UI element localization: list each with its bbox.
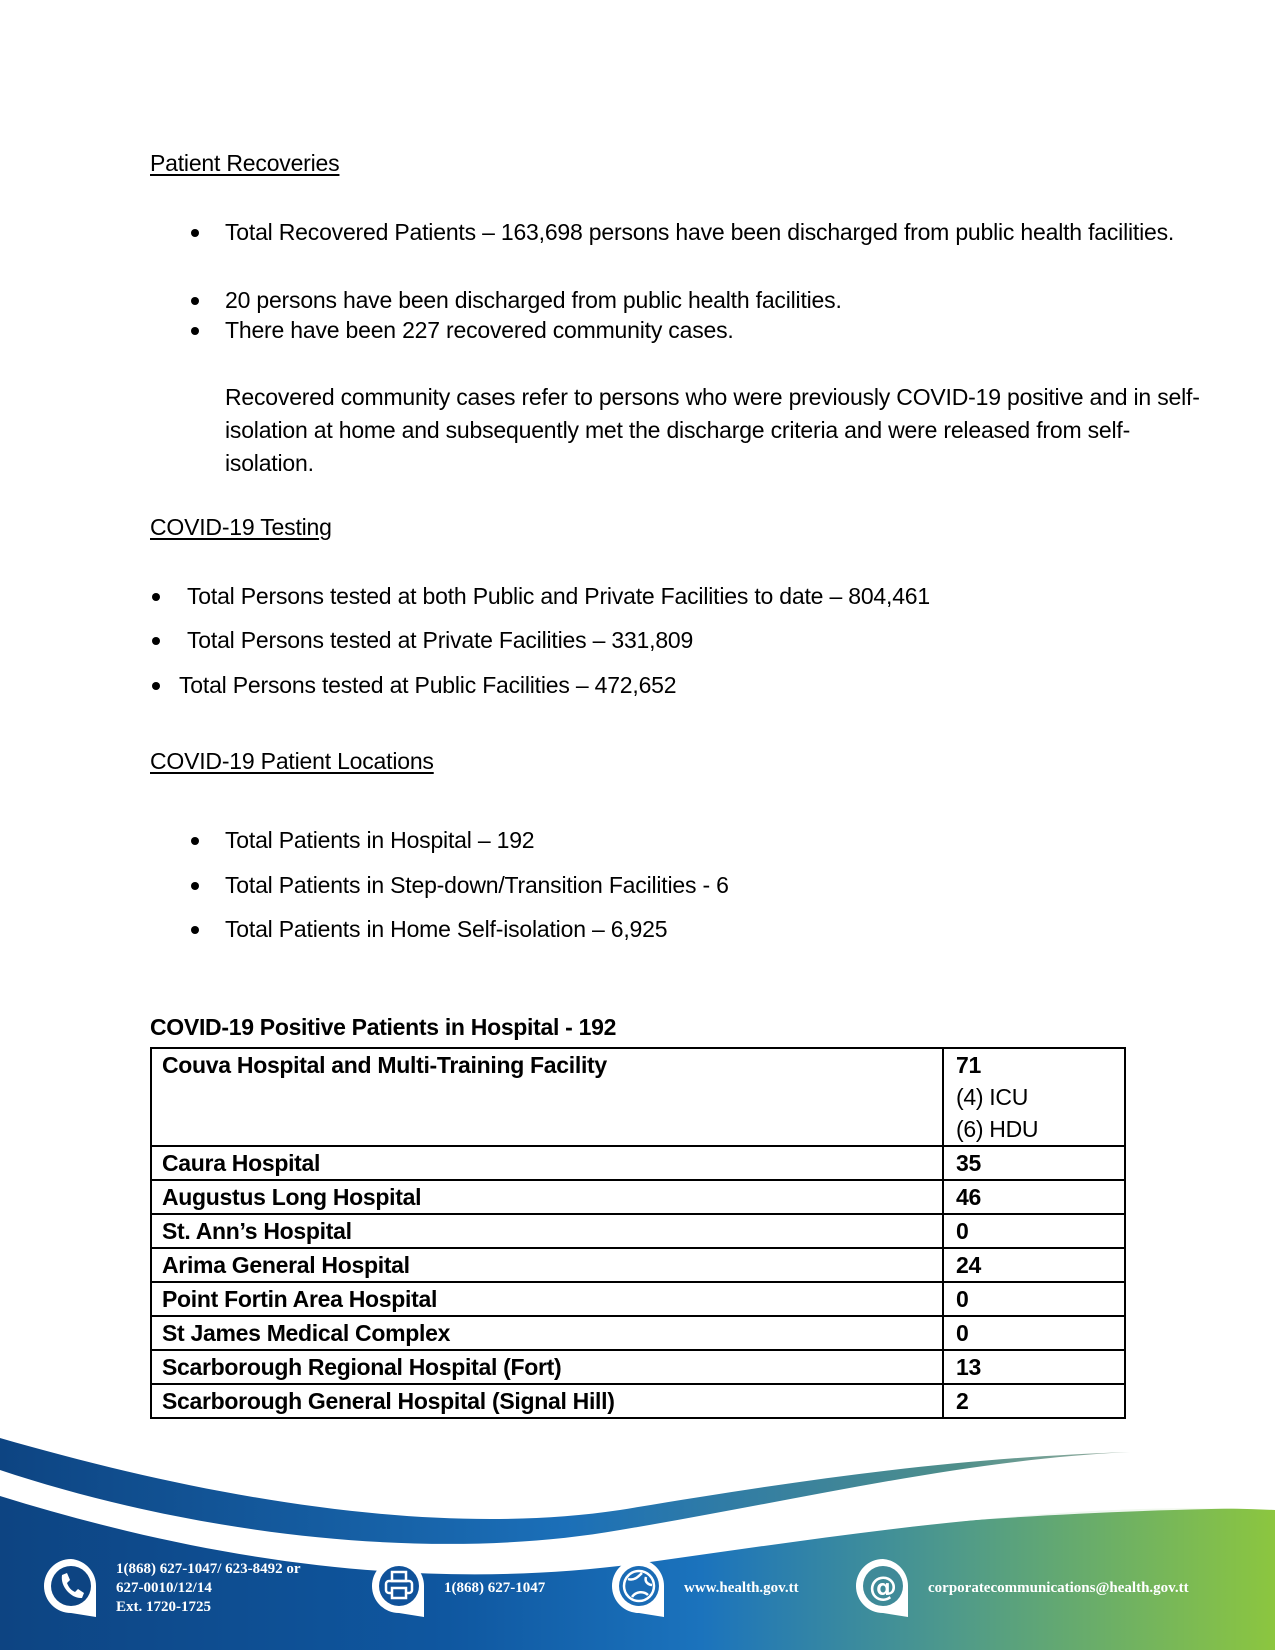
hospital-name: Point Fortin Area Hospital bbox=[151, 1282, 943, 1316]
bullet-item: 20 persons have been discharged from public health facilities. bbox=[225, 284, 1205, 317]
bullet-item: Total Patients in Home Self-isolation – 6,925 bbox=[225, 913, 667, 946]
footer-website[interactable]: www.health.gov.tt bbox=[608, 1555, 799, 1621]
footer-email[interactable]: @ corporatecommunications@health.gov.tt bbox=[852, 1555, 1189, 1621]
hospital-name: Arima General Hospital bbox=[151, 1248, 943, 1282]
svg-text:@: @ bbox=[869, 1570, 897, 1603]
hospital-name: Augustus Long Hospital bbox=[151, 1180, 943, 1214]
hospital-name: Scarborough General Hospital (Signal Hill) bbox=[151, 1384, 943, 1418]
bullet-item: Total Persons tested at both Public and Private Facilities to date – 804,461 bbox=[187, 580, 930, 613]
patient-count: 46 bbox=[943, 1180, 1125, 1214]
bullet-icon bbox=[191, 229, 199, 237]
hospital-name: St James Medical Complex bbox=[151, 1316, 943, 1350]
recovered-community-note: Recovered community cases refer to persons who were previously COVID-19 positive and in self-isolation at home and subsequently met the discharge criteria and were released from self-isolation. bbox=[225, 384, 1200, 476]
patient-count: 0 bbox=[943, 1214, 1125, 1248]
patient-count: 13 bbox=[943, 1350, 1125, 1384]
at-sign-icon bbox=[852, 1555, 914, 1621]
table-row bbox=[151, 1146, 1125, 1180]
hospital-table-title: COVID-19 Positive Patients in Hospital - 192 bbox=[150, 1014, 617, 1040]
globe-icon bbox=[608, 1555, 670, 1621]
patient-count: 0 bbox=[943, 1316, 1125, 1350]
bullet-icon bbox=[191, 926, 199, 934]
footer-fax: 1(868) 627-1047 bbox=[368, 1555, 545, 1621]
bullet-item: Total Persons tested at Private Facilities – 331,809 bbox=[187, 624, 693, 657]
bullet-icon bbox=[152, 593, 160, 601]
table-row bbox=[151, 1282, 1125, 1316]
section-heading-locations: COVID-19 Patient Locations bbox=[150, 748, 434, 774]
bullet-icon bbox=[191, 882, 199, 890]
bullet-icon bbox=[191, 297, 199, 305]
hospital-name: St. Ann’s Hospital bbox=[151, 1214, 943, 1248]
footer-phone: 1(868) 627-1047/ 623-8492 or 627-0010/12/14 Ext. 1720-1725 bbox=[40, 1555, 301, 1621]
bullet-item: Total Persons tested at Public Facilities – 472,652 bbox=[179, 669, 676, 702]
section-heading-testing: COVID-19 Testing bbox=[150, 514, 332, 540]
section-heading-recoveries: Patient Recoveries bbox=[150, 150, 340, 176]
table-row bbox=[151, 1048, 1125, 1146]
bullet-item: Total Recovered Patients – 163,698 persons have been discharged from public health facilities. bbox=[225, 216, 1205, 249]
bullet-icon bbox=[152, 682, 160, 690]
table-row bbox=[151, 1180, 1125, 1214]
icu-count: (4) ICU bbox=[956, 1084, 1029, 1110]
table-row bbox=[151, 1384, 1125, 1418]
hdu-count: (6) HDU bbox=[956, 1116, 1039, 1142]
bullet-icon bbox=[191, 327, 199, 335]
hospital-name: Couva Hospital and Multi-Training Facility bbox=[151, 1048, 943, 1146]
patient-count: 0 bbox=[943, 1282, 1125, 1316]
table-row bbox=[151, 1214, 1125, 1248]
table-row bbox=[151, 1350, 1125, 1384]
table-row bbox=[151, 1248, 1125, 1282]
bullet-icon bbox=[152, 637, 160, 645]
printer-icon bbox=[368, 1555, 430, 1621]
table-row bbox=[151, 1316, 1125, 1350]
bullet-item: There have been 227 recovered community cases. bbox=[225, 314, 1205, 347]
bullet-item: Total Patients in Step-down/Transition Facilities - 6 bbox=[225, 869, 729, 902]
phone-icon bbox=[40, 1555, 102, 1621]
bullet-item: Total Patients in Hospital – 192 bbox=[225, 824, 534, 857]
patient-count: 2 bbox=[943, 1384, 1125, 1418]
patient-count: 35 bbox=[943, 1146, 1125, 1180]
patient-count: 24 bbox=[943, 1248, 1125, 1282]
hospital-name: Scarborough Regional Hospital (Fort) bbox=[151, 1350, 943, 1384]
patient-count: 71 (4) ICU (6) HDU bbox=[943, 1048, 1125, 1146]
hospital-name: Caura Hospital bbox=[151, 1146, 943, 1180]
bullet-icon bbox=[191, 837, 199, 845]
hospital-table bbox=[150, 1047, 1126, 1419]
